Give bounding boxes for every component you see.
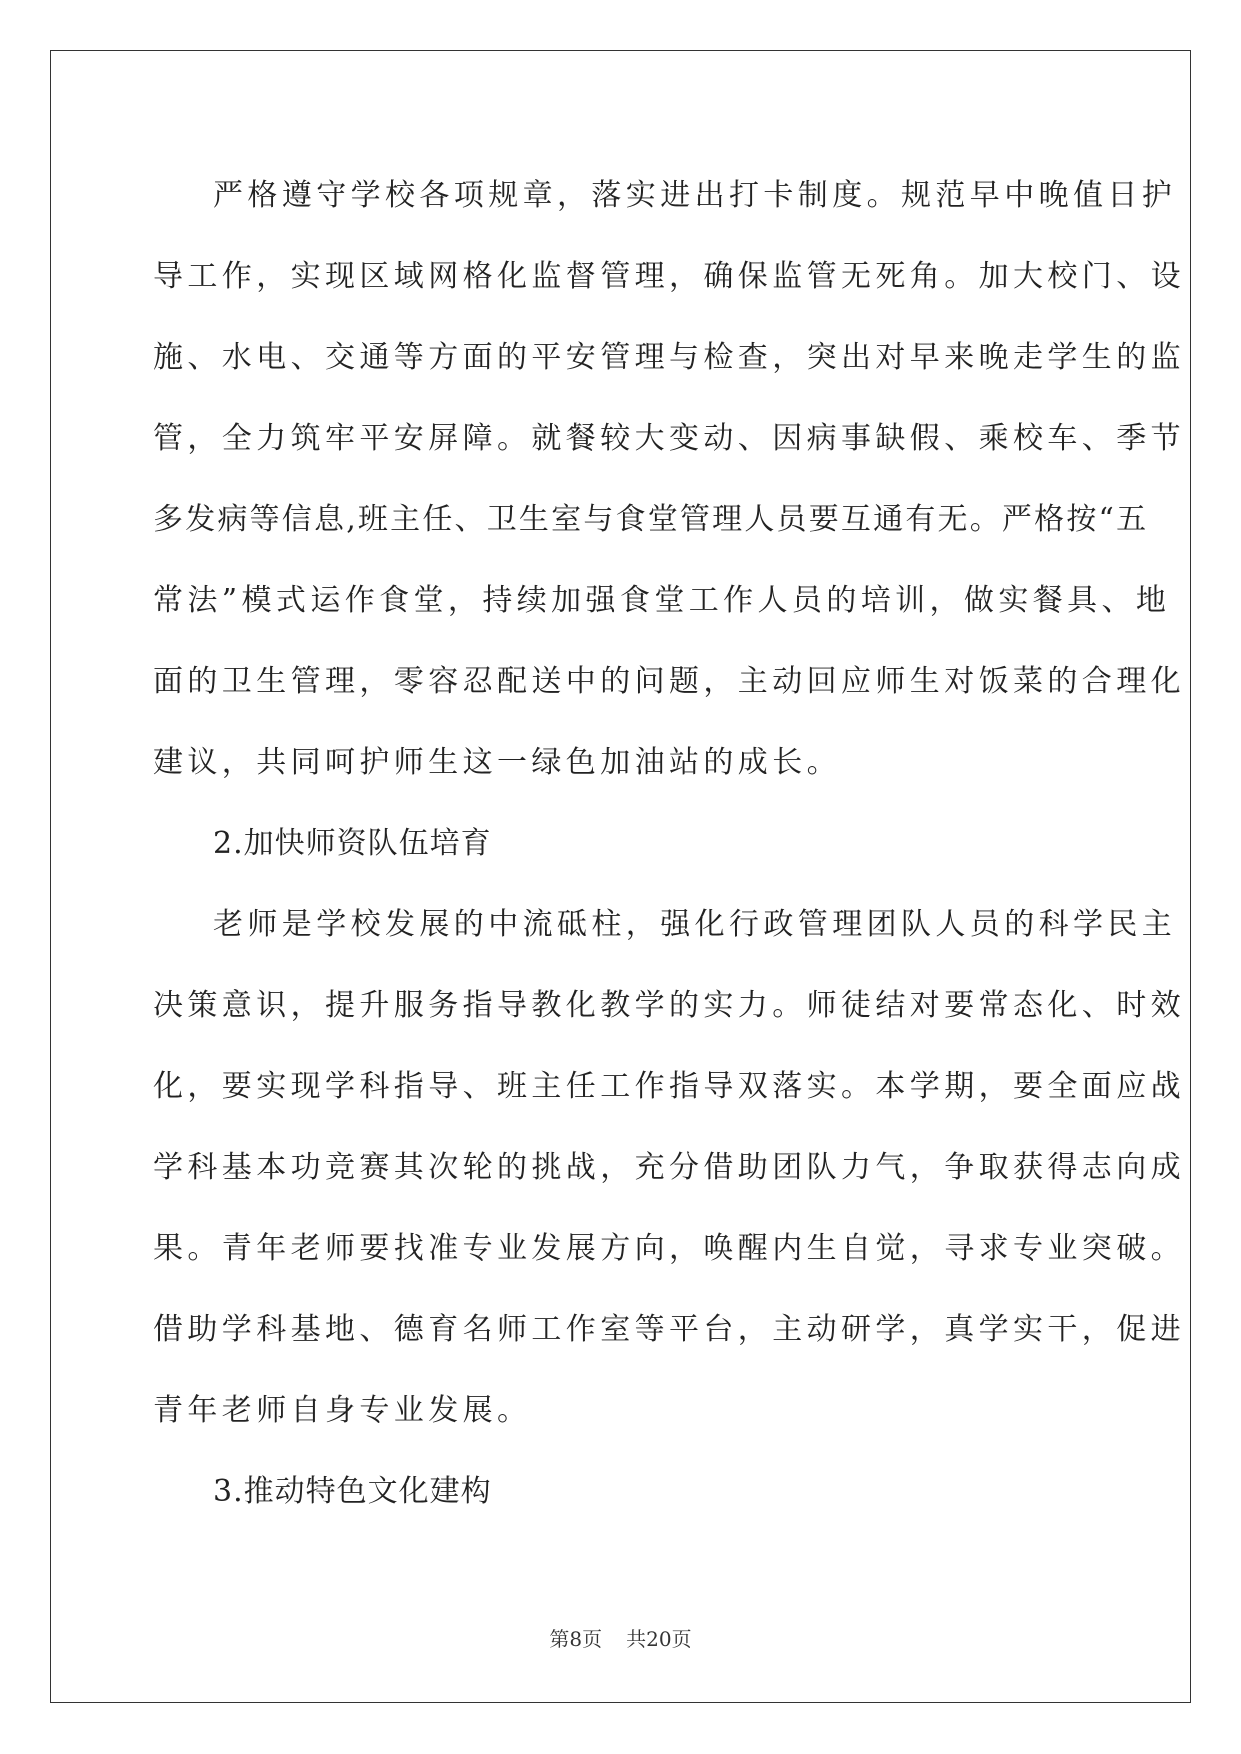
paragraph-line: 管，全力筑牢平安屏障。就餐较大变动、因病事缺假、乘校车、季节 <box>153 421 1185 456</box>
paragraph-line: 严格遵守学校各项规章，落实进出打卡制度。规范早中晚值日护 <box>213 178 1177 213</box>
paragraph-line: 决策意识，提升服务指导教化教学的实力。师徒结对要常态化、时效 <box>153 988 1185 1023</box>
paragraph-line: 果。青年老师要找准专业发展方向，唤醒内生自觉，寻求专业突破。 <box>153 1231 1185 1266</box>
page-footer <box>0 1623 1241 1652</box>
paragraph-line: 面的卫生管理，零容忍配送中的问题，主动回应师生对饭菜的合理化 <box>153 664 1185 699</box>
section-heading: 2.加快师资队伍培育 <box>213 826 492 861</box>
page-number: 第8页 <box>549 1627 603 1651</box>
paragraph-line: 建议，共同呵护师生这一绿色加油站的成长。 <box>153 745 841 780</box>
paragraph-line: 借助学科基地、德育名师工作室等平台，主动研学，真学实干，促进 <box>153 1312 1185 1347</box>
paragraph-line: 多发病等信息,班主任、卫生室与食堂管理人员要互通有无。严格按“五 <box>153 502 1149 537</box>
document-body <box>153 155 1185 1532</box>
paragraph-line: 青年老师自身专业发展。 <box>153 1393 532 1428</box>
paragraph-line: 常法”模式运作食堂，持续加强食堂工作人员的培训，做实餐具、地 <box>153 583 1171 618</box>
paragraph-line: 老师是学校发展的中流砥柱，强化行政管理团队人员的科学民主 <box>213 907 1177 942</box>
section-heading: 3.推动特色文化建构 <box>213 1474 492 1509</box>
paragraph-line: 化，要实现学科指导、班主任工作指导双落实。本学期，要全面应战 <box>153 1069 1185 1104</box>
paragraph-line: 导工作，实现区域网格化监督管理，确保监管无死角。加大校门、设 <box>153 259 1185 294</box>
page-total: 共20页 <box>626 1627 692 1651</box>
paragraph-line: 施、水电、交通等方面的平安管理与检查，突出对早来晚走学生的监 <box>153 340 1185 375</box>
paragraph-line: 学科基本功竞赛其次轮的挑战，充分借助团队力气，争取获得志向成 <box>153 1150 1185 1185</box>
